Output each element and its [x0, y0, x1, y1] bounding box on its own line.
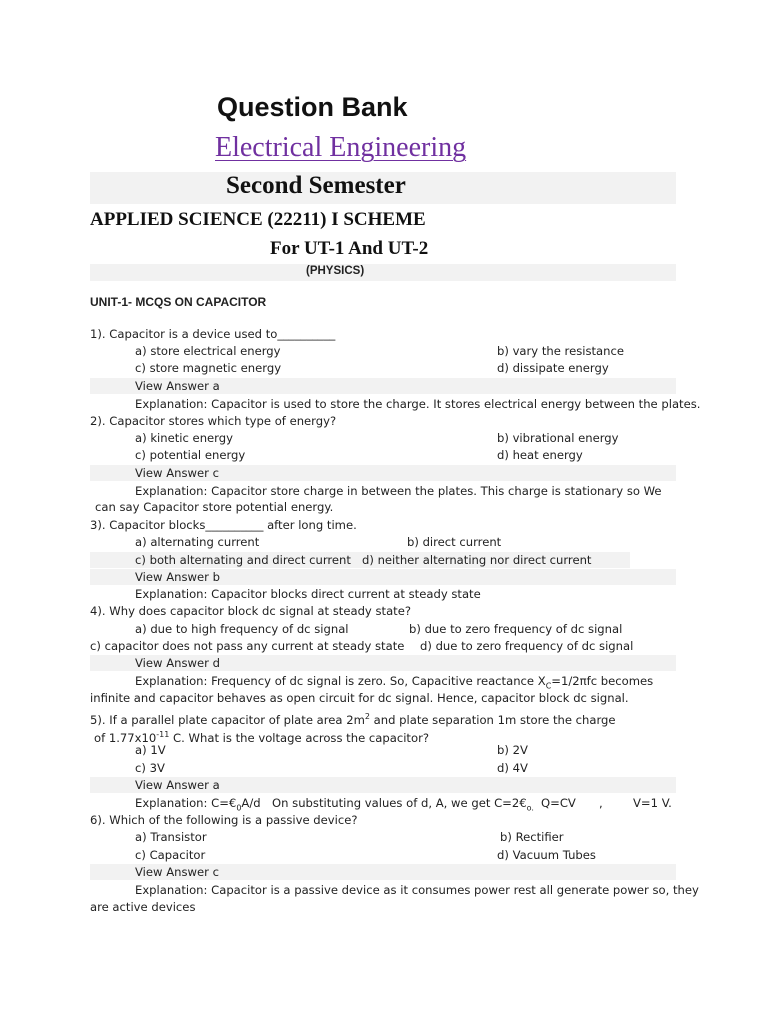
view-answer[interactable]: View Answer c — [135, 865, 219, 879]
option-d: d) 4V — [497, 761, 528, 775]
option-a: a) alternating current — [135, 535, 260, 549]
question-text: 2). Capacitor stores which type of energy? — [90, 414, 337, 428]
option-d: d) heat energy — [497, 448, 583, 462]
question-text: 5). If a parallel plate capacitor of plate area $2m^2$ and plate separation 1m store the charge — [90, 712, 616, 727]
explanation-continued: infinite and capacitor behaves as open circuit for dc signal. Hence, capacitor block dc signal. — [90, 691, 629, 705]
option-b: b) vibrational energy — [497, 431, 619, 445]
option-d: d) dissipate energy — [497, 361, 609, 375]
question-text: 4). Why does capacitor block dc signal at steady state? — [90, 604, 412, 618]
explanation-part: V=1 V. — [633, 796, 672, 810]
heading-band — [90, 264, 676, 281]
page-title: Question Bank — [217, 92, 408, 122]
option-a: a) Transistor — [135, 830, 207, 844]
explanation-continued: are active devices — [90, 900, 196, 914]
option-b: b) Rectifier — [500, 830, 564, 844]
subject-heading: (PHYSICS) — [306, 265, 365, 277]
option-a: a) 1V — [135, 743, 166, 757]
option-a: a) due to high frequency of dc signal — [135, 622, 349, 636]
explanation: Explanation: Capacitor store charge in between the plates. This charge is stationary so We — [135, 484, 662, 498]
explanation: Explanation: Capacitor blocks direct current at steady state — [135, 587, 481, 601]
view-answer[interactable]: View Answer a — [135, 778, 220, 792]
option-d: d) due to zero frequency of dc signal — [420, 639, 634, 653]
explanation-part: , — [599, 796, 603, 810]
option-a: a) kinetic energy — [135, 431, 233, 445]
explanation-part: On substituting values of d, A, we get $C=2€_{o.}$ — [272, 796, 534, 813]
unit-heading: UNIT-1- MCQS ON CAPACITOR — [90, 295, 267, 309]
question-text-continued: of $1.77x10^{-11}$ C. What is the voltage across the capacitor? — [94, 730, 429, 745]
option-c: c) capacitor does not pass any current at steady state — [90, 639, 405, 653]
explanation-part: Q=CV — [541, 796, 576, 810]
view-answer[interactable]: View Answer b — [135, 570, 220, 584]
option-d: d) Vacuum Tubes — [497, 848, 596, 862]
option-a: a) store electrical energy — [135, 344, 281, 358]
question-text: 6). Which of the following is a passive device? — [90, 813, 358, 827]
option-c: c) store magnetic energy — [135, 361, 282, 375]
explanation: Explanation: Frequency of dc signal is zero. So, Capacitive reactance $X_C=1/2\pi fc$ becomes — [135, 674, 654, 691]
option-b: b) 2V — [497, 743, 528, 757]
explanation: Explanation: Capacitor is a passive device as it consumes power rest all generate power so, they — [135, 883, 699, 897]
option-b: b) vary the resistance — [497, 344, 625, 358]
explanation-continued: can say Capacitor store potential energy. — [95, 500, 334, 514]
view-answer[interactable]: View Answer d — [135, 656, 220, 670]
option-c: c) Capacitor — [135, 848, 206, 862]
option-c: c) 3V — [135, 761, 165, 775]
course-heading: APPLIED SCIENCE (22211) I SCHEME — [90, 209, 426, 230]
semester-heading: Second Semester — [226, 172, 406, 199]
question-text: 1). Capacitor is a device used to__________ — [90, 327, 336, 341]
option-b: b) due to zero frequency of dc signal — [409, 622, 623, 636]
explanation: Explanation: Capacitor is used to store the charge. It stores electrical energy between the plates. — [135, 397, 701, 411]
view-answer[interactable]: View Answer c — [135, 466, 219, 480]
option-d: d) neither alternating nor direct current — [362, 553, 592, 567]
option-c: c) both alternating and direct current — [135, 553, 351, 567]
question-text: 3). Capacitor blocks__________ after long time. — [90, 518, 357, 532]
department-link[interactable]: Electrical Engineering — [215, 132, 467, 163]
tests-heading: For UT-1 And UT-2 — [270, 238, 429, 259]
option-b: b) direct current — [407, 535, 502, 549]
explanation: Explanation: $C=€_0A/d$ — [135, 796, 261, 813]
option-c: c) potential energy — [135, 448, 246, 462]
view-answer[interactable]: View Answer a — [135, 379, 220, 393]
